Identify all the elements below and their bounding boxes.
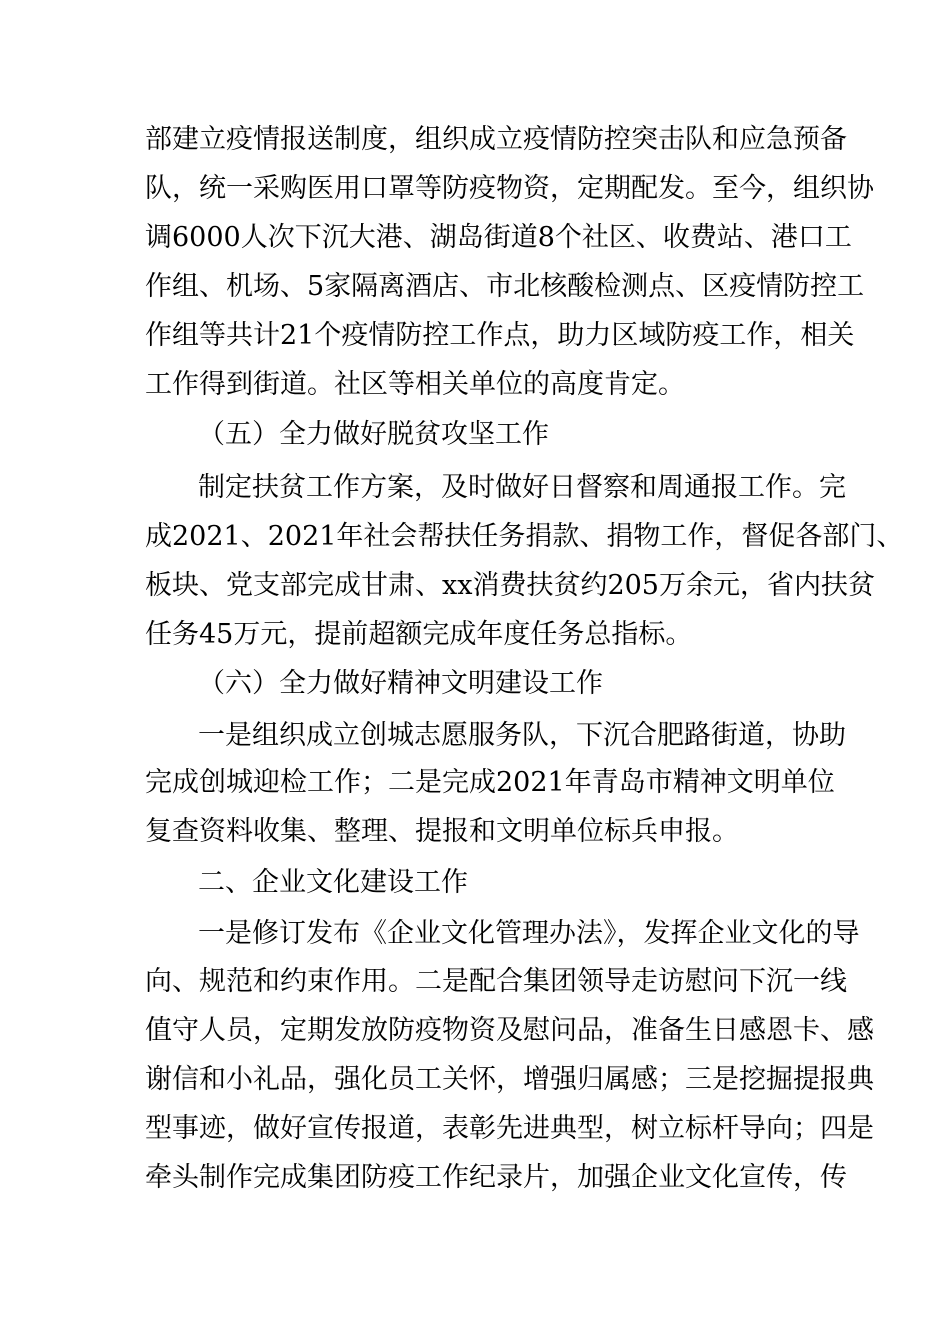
paragraph-line: 型事迹，做好宣传报道，表彰先进典型，树立标杆导向；四是 bbox=[145, 1113, 874, 1144]
section-heading: 二、企业文化建设工作 bbox=[198, 867, 468, 898]
paragraph-line: 牵头制作完成集团防疫工作纪录片，加强企业文化宣传，传 bbox=[145, 1162, 847, 1193]
paragraph-line: 制定扶贫工作方案，及时做好日督察和周通报工作。完 bbox=[198, 472, 846, 503]
section-heading: （六）全力做好精神文明建设工作 bbox=[198, 668, 603, 699]
paragraph-line: 作组等共计21个疫情防控工作点，助力区域防疫工作，相关 bbox=[145, 320, 855, 351]
paragraph-line: 完成创城迎检工作；二是完成2021年青岛市精神文明单位 bbox=[145, 767, 835, 798]
paragraph-line: 谢信和小礼品，强化员工关怀，增强归属感；三是挖掘提报典 bbox=[145, 1064, 874, 1095]
paragraph-line: 工作得到街道。社区等相关单位的高度肯定。 bbox=[145, 369, 685, 400]
paragraph-line: 队，统一采购医用口罩等防疫物资，定期配发。至今，组织协 bbox=[145, 173, 874, 204]
paragraph-line: 复查资料收集、整理、提报和文明单位标兵申报。 bbox=[145, 816, 739, 847]
paragraph-line: 成2021、2021年社会帮扶任务捐款、捐物工作，督促各部门、 bbox=[145, 521, 904, 552]
paragraph-line: 一是修订发布《企业文化管理办法》，发挥企业文化的导 bbox=[198, 918, 860, 949]
paragraph-line: 部建立疫情报送制度，组织成立疫情防控突击队和应急预备 bbox=[145, 124, 847, 155]
paragraph-line: 任务45万元，提前超额完成年度任务总指标。 bbox=[145, 619, 693, 650]
paragraph-line: 值守人员，定期发放防疫物资及慰问品，准备生日感恩卡、感 bbox=[145, 1015, 874, 1046]
paragraph-line: 调6000人次下沉大港、湖岛街道8个社区、收费站、港口工 bbox=[145, 222, 852, 253]
paragraph-line: 一是组织成立创城志愿服务队，下沉合肥路街道，协助 bbox=[198, 720, 846, 751]
paragraph-line: 向、规范和约束作用。二是配合集团领导走访慰问下沉一线 bbox=[145, 966, 847, 997]
section-heading: （五）全力做好脱贫攻坚工作 bbox=[198, 419, 549, 450]
paragraph-line: 板块、党支部完成甘肃、xx消费扶贫约205万余元，省内扶贫 bbox=[145, 570, 875, 601]
paragraph-line: 作组、机场、5家隔离酒店、市北核酸检测点、区疫情防控工 bbox=[145, 271, 865, 302]
